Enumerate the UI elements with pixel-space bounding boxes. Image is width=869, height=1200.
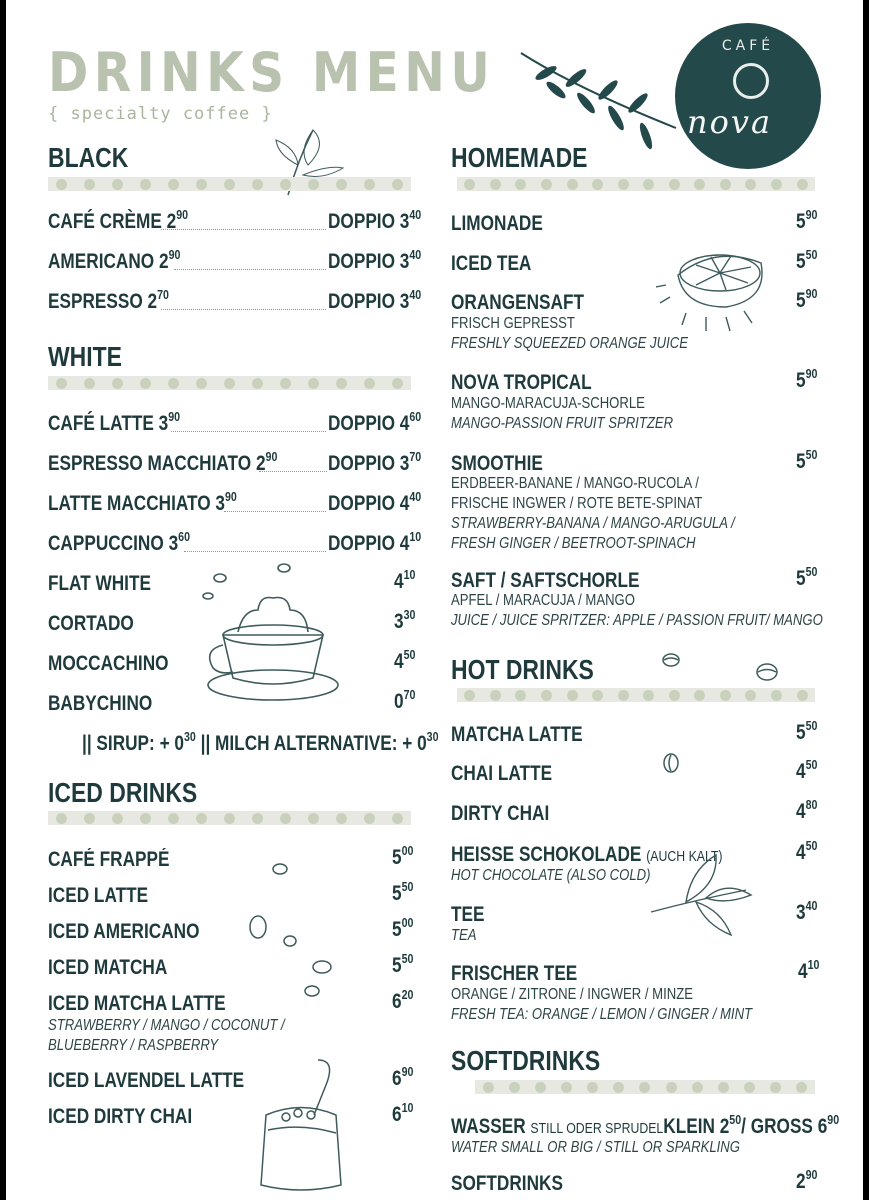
item-price: $4^{50}$ — [796, 757, 818, 783]
item-description: FRISCH GEPRESST — [451, 315, 575, 332]
item-name: ICED MATCHA — [48, 956, 168, 979]
item-name: SOFTDRINKS — [451, 1172, 563, 1195]
item-price: $5^{50}$ — [796, 564, 818, 590]
item-name: CORTADO — [48, 612, 134, 635]
section-title-hot: HOT DRINKS — [451, 654, 594, 685]
item-name: NOVA TROPICAL — [451, 371, 592, 394]
item-name: MOCCACHINO — [48, 652, 169, 675]
item-description: WATER SMALL OR BIG / STILL OR SPARKLING — [451, 1139, 740, 1156]
leaf-icon — [646, 850, 756, 940]
item-name: AMERICANO — [48, 250, 155, 273]
item-name: BABYCHINO — [48, 692, 153, 715]
item-price: $6^{20}$ — [392, 987, 414, 1013]
item-name: MATCHA LATTE — [451, 723, 583, 746]
section-title-black: BLACK — [48, 142, 129, 173]
item-description: MANGO-PASSION FRUIT SPRITZER — [451, 415, 674, 432]
section-title-white: WHITE — [48, 341, 122, 372]
item-description: TEA — [451, 927, 477, 944]
item-name: ICED DIRTY CHAI — [48, 1105, 193, 1128]
section-divider — [48, 376, 411, 390]
item-price: $5^{50}$ — [392, 951, 414, 977]
item-name: LATTE MACCHIATO — [48, 492, 211, 515]
cafe-nova-logo — [675, 23, 821, 169]
item-description: FRESHLY SQUEEZED ORANGE JUICE — [451, 335, 688, 352]
item-name: FLAT WHITE — [48, 572, 151, 595]
item-description: STRAWBERRY / MANGO / COCONUT / — [48, 1017, 285, 1034]
extras-line: || SIRUP: + $0^{30}$ || MILCH ALTERNATIVE: + $0^{30}$ — [82, 729, 439, 755]
item-description: STRAWBERRY-BANANA / MANGO-ARUGULA / — [451, 515, 735, 532]
logo-nova-text: nova — [687, 103, 773, 141]
item-price: $5^{90}$ — [796, 366, 818, 392]
item-price: $4^{80}$ — [796, 797, 818, 823]
item-description: MANGO-MARACUJA-SCHORLE — [451, 395, 645, 412]
section-divider — [457, 177, 815, 191]
item-price: $5^{90}$ — [796, 207, 818, 233]
section-title-soft: SOFTDRINKS — [451, 1045, 601, 1076]
section-divider — [48, 177, 411, 191]
item-description: FRISCHE INGWER / ROTE BETE-SPINAT — [451, 495, 703, 512]
item-price: $5^{50}$ — [796, 447, 818, 473]
item-name: CAFÉ FRAPPÉ — [48, 848, 170, 871]
item-name: ORANGENSAFT — [451, 291, 584, 314]
item-price: $6^{10}$ — [392, 1100, 414, 1126]
item-price: $5^{50}$ — [796, 247, 818, 273]
item-price: $4^{10}$ — [394, 567, 416, 593]
item-name: ICED TEA — [451, 252, 532, 275]
dotted-leader — [161, 309, 326, 310]
menu-subtitle: { specialty coffee } — [48, 104, 273, 124]
coffee-bean-icon — [733, 63, 769, 99]
item-price: $4^{50}$ — [796, 838, 818, 864]
item-description: HOT CHOCOLATE (ALSO COLD) — [451, 867, 651, 884]
coffee-beans-icon — [244, 855, 344, 1005]
dotted-leader — [161, 229, 326, 230]
item-name: WASSER STILL ODER SPRUDELKLEIN $2^{50}/$ GROSS $6^{90}$ — [451, 1112, 840, 1138]
item-name: DIRTY CHAI — [451, 802, 550, 825]
item-name: TEE — [451, 903, 485, 926]
item-price: $4^{50}$ — [394, 647, 416, 673]
coffee-sack-icon — [256, 1055, 346, 1195]
item-name: ICED MATCHA LATTE — [48, 992, 226, 1015]
item-description: ERDBEER-BANANE / MANGO-RUCOLA / — [451, 475, 699, 492]
item-price: $2^{90}$ — [796, 1167, 818, 1193]
section-title-iced: ICED DRINKS — [48, 777, 198, 808]
item-name: ESPRESSO MACCHIATO — [48, 452, 252, 475]
item-price: $5^{00}$ — [392, 915, 414, 941]
section-divider — [457, 688, 815, 702]
orange-half-icon — [656, 245, 771, 335]
coffee-cup-icon — [198, 560, 348, 710]
coffee-bean-icon — [660, 752, 682, 774]
item-description: FRESH TEA: ORANGE / LEMON / GINGER / MINT — [451, 1006, 753, 1023]
dotted-leader — [224, 511, 326, 512]
item-name: HEISSE SCHOKOLADE (AUCH KALT) — [451, 843, 723, 866]
item-name: ESPRESSO — [48, 290, 143, 313]
logo-cafe-text: CAFÉ — [721, 38, 775, 54]
section-title-homemade: HOMEMADE — [451, 142, 588, 173]
dotted-leader — [174, 269, 326, 270]
item-description: ORANGE / ZITRONE / INGWER / MINZE — [451, 986, 694, 1003]
item-name: SMOOTHIE — [451, 452, 543, 475]
item-name: ICED AMERICANO — [48, 920, 200, 943]
item-price: $0^{70}$ — [394, 687, 416, 713]
item-description: APFEL / MARACUJA / MANGO — [451, 592, 635, 609]
item-price: $4^{10}$ — [798, 957, 820, 983]
dotted-leader — [259, 471, 327, 472]
item-name: FRISCHER TEE — [451, 962, 578, 985]
section-divider — [48, 811, 411, 825]
dotted-leader — [184, 551, 326, 552]
item-description: BLUEBERRY / RASPBERRY — [48, 1037, 219, 1054]
item-price: $5^{50}$ — [392, 879, 414, 905]
item-name: ICED LAVENDEL LATTE — [48, 1069, 245, 1092]
item-description: FRESH GINGER / BEETROOT-SPINACH — [451, 535, 696, 552]
menu-page: DRINKS MENU { specialty coffee } CAFÉ nova BLACK CAFÉ CRÈME $2^{90}$ DOPPIO $3^{40}$ AMERICANO $2^{90}$ DOPPIO $3^{40}$ ESPRESSO $2^{70}$ DOPPIO $3^{40}$ WHITE CAFÉ LATTE $3^{90}$ DOPPIO $4^{60}$ ESPRESSO MACCHIATO $2^{90}$ DOPPIO $3^{70}$ LATTE MACCHIATO $3^{90}$ DOPPIO $4^{40}$ CAPPUCCINO $3^{60}$ DOPPIO $4^{10}$ FLAT WHITE $4^{10}$ CORTADO $3^{30}$ MOCCACHINO $4^{50}$ BABYCHINO $0^{70}$ || SIRUP: + $0^{30}$ || MILCH ALTERNATIVE: + $0^{30}$ ICED DRINKS CAFÉ FRAPPÉ $5^{00}$ ICED LATTE $5^{50}$ ICED AMERICANO $5^{00}$ ICED MATCHA $5^{50}$ ICED MATCHA LATTE $6^{20}$ STRAWBERRY / MANGO / COCONUT / BLUEBERRY / RASPBERRY ICED LAVENDEL LATTE $6^{90}$ ICED DIRTY CHAI $6^{10}$ HOMEMADE LIMONADE $5^{90}$ ICED TEA $5^{50}$ ORANGENSAFT $5^{90}$ FRISCH GEPRESST FRESHLY SQUEEZED ORANGE JUICE NOVA TROPICAL $5^{90}$ MANGO-MARACUJA-SCHORLE MANGO-PASSION FRUIT SPRITZER SMOOTHIE $5^{50}$ ERDBEER-BANANE / MANGO-RUCOLA / FRISCHE INGWER / ROTE BETE-SPINAT STRAWBERRY-BANANA / MANGO-ARUGULA / FRESH GINGER / BEETROOT-SPINACH SAFT / SAFTSCHORLE $5^{50}$ APFEL / MARACUJA / MANGO JUICE / JUICE SPRITZER: APPLE / PASSION FRUIT/ MANGO HOT DRINKS MATCHA LATTE $5^{50}$ CHAI LATTE $4^{50}$ DIRTY CHAI $4^{80}$ HEISSE SCHOKOLADE (AUCH KALT) $4^{50}$ HOT CHOCOLATE (ALSO COLD) TEE $3^{40}$ TEA FRISCHER TEE $4^{10}$ ORANGE / ZITRONE / INGWER / MINZE FRESH TEA: ORANGE / LEMON / GINGER / MINT SOFTDRINKS WASSER STILL ODER SPRUDELKLEIN $2^{50}/$ GROSS $6^{90}$ WATER SMALL OR BIG / STILL OR SPARKLING SOFTDRINKS $2^{90}$ — [6, 0, 863, 1200]
section-divider — [475, 1080, 815, 1094]
item-name: SAFT / SAFTSCHORLE — [451, 569, 640, 592]
item-price: $3^{30}$ — [394, 607, 416, 633]
item-price: $5^{90}$ — [796, 286, 818, 312]
coffee-beans-icon — [661, 648, 791, 688]
item-name: CAPPUCCINO — [48, 532, 164, 555]
menu-title: DRINKS MENU — [48, 41, 496, 104]
item-price: $3^{40}$ — [796, 898, 818, 924]
item-description: JUICE / JUICE SPRITZER: APPLE / PASSION FRUIT/ MANGO — [451, 612, 823, 629]
item-name: CAFÉ CRÈME — [48, 210, 162, 233]
item-name: CHAI LATTE — [451, 762, 553, 785]
dotted-leader — [171, 431, 326, 432]
item-name: ICED LATTE — [48, 884, 149, 907]
item-price: $6^{90}$ — [392, 1064, 414, 1090]
item-price: $5^{00}$ — [392, 843, 414, 869]
item-price: $5^{50}$ — [796, 718, 818, 744]
item-name: CAFÉ LATTE — [48, 412, 154, 435]
item-name: LIMONADE — [451, 212, 543, 235]
